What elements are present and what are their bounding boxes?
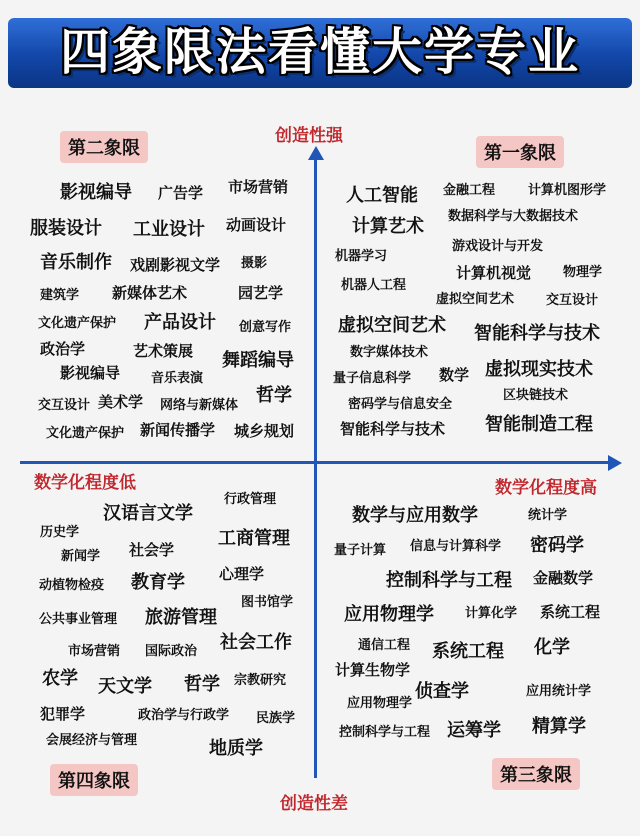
major-item: 虚拟空间艺术: [338, 315, 446, 336]
major-item: 金融工程: [443, 183, 496, 198]
major-item: 服装设计: [30, 218, 102, 239]
major-item: 天文学: [98, 676, 152, 697]
major-item: 密码学: [530, 535, 584, 556]
major-item: 智能科学与技术: [340, 420, 446, 438]
major-item: 控制科学与工程: [339, 725, 431, 740]
major-item: 人工智能: [346, 185, 418, 206]
major-item: 应用物理学: [344, 604, 434, 625]
axis-label-bottom: 创造性差: [280, 794, 348, 814]
major-item: 影视编导: [60, 364, 121, 382]
major-item: 产品设计: [144, 312, 216, 333]
major-item: 区块链技术: [503, 388, 569, 403]
major-item: 工商管理: [218, 528, 290, 549]
major-item: 公共事业管理: [39, 612, 118, 627]
major-item: 民族学: [256, 711, 296, 726]
quadrant-label-q1: 第一象限: [476, 136, 564, 168]
major-item: 新闻传播学: [140, 421, 216, 439]
major-item: 量子信息科学: [333, 371, 412, 386]
major-item: 虚拟空间艺术: [436, 292, 515, 307]
major-item: 建筑学: [40, 288, 80, 303]
major-item: 动画设计: [226, 216, 287, 234]
major-item: 物理学: [563, 265, 603, 280]
quadrant-label-q2: 第二象限: [60, 131, 148, 163]
major-item: 密码学与信息安全: [348, 397, 453, 412]
major-item: 行政管理: [224, 492, 277, 507]
major-item: 会展经济与管理: [46, 733, 138, 748]
arrow-right-icon: [608, 455, 622, 471]
title-banner: [8, 18, 632, 88]
major-item: 哲学: [256, 385, 292, 406]
major-item: 数字媒体技术: [350, 345, 429, 360]
major-item: 犯罪学: [40, 705, 86, 723]
major-item: 图书馆学: [241, 595, 294, 610]
major-item: 历史学: [40, 525, 80, 540]
major-item: 智能制造工程: [485, 414, 593, 435]
major-item: 音乐表演: [151, 371, 204, 386]
major-item: 市场营销: [68, 644, 121, 659]
axis-label-left: 数学化程度低: [34, 473, 136, 493]
major-item: 摄影: [241, 256, 268, 271]
major-item: 机器学习: [335, 249, 388, 264]
horizontal-axis: [20, 461, 610, 464]
major-item: 化学: [534, 637, 570, 658]
major-item: 动植物检疫: [39, 578, 105, 593]
axis-label-right: 数学化程度高: [495, 478, 597, 498]
arrow-up-icon: [308, 146, 324, 160]
major-item: 文化遗产保护: [38, 316, 117, 331]
major-item: 控制科学与工程: [386, 570, 512, 591]
major-item: 游戏设计与开发: [452, 239, 544, 254]
major-item: 通信工程: [358, 638, 411, 653]
major-item: 政治学与行政学: [138, 708, 230, 723]
major-item: 社会工作: [220, 632, 292, 653]
major-item: 新闻学: [61, 549, 101, 564]
major-item: 计算生物学: [335, 661, 411, 679]
major-item: 宗教研究: [234, 673, 287, 688]
major-item: 工业设计: [133, 219, 205, 240]
vertical-axis: [314, 158, 317, 778]
major-item: 机器人工程: [341, 278, 407, 293]
major-item: 信息与计算科学: [410, 539, 502, 554]
major-item: 政治学: [40, 340, 86, 358]
major-item: 新媒体艺术: [112, 284, 188, 302]
major-item: 国际政治: [145, 644, 198, 659]
major-item: 网络与新媒体: [160, 398, 239, 413]
major-item: 旅游管理: [145, 607, 217, 628]
major-item: 计算化学: [465, 606, 518, 621]
axis-label-top: 创造性强: [275, 126, 343, 146]
major-item: 应用物理学: [347, 696, 413, 711]
major-item: 舞蹈编导: [222, 350, 294, 371]
major-item: 精算学: [532, 716, 586, 737]
major-item: 戏剧影视文学: [130, 256, 221, 274]
major-item: 计算机视觉: [456, 264, 532, 282]
major-item: 美术学: [98, 393, 144, 411]
major-item: 运筹学: [447, 720, 501, 741]
major-item: 侦查学: [415, 681, 469, 702]
major-item: 交互设计: [38, 398, 91, 413]
quadrant-label-q3: 第三象限: [492, 758, 580, 790]
major-item: 系统工程: [540, 603, 601, 621]
major-item: 虚拟现实技术: [485, 359, 593, 380]
page-title: 四象限法看懂大学专业: [60, 23, 580, 81]
major-item: 影视编导: [60, 182, 132, 203]
major-item: 量子计算: [334, 543, 387, 558]
major-item: 数学与应用数学: [352, 505, 478, 526]
major-item: 市场营销: [228, 178, 289, 196]
major-item: 智能科学与技术: [474, 323, 600, 344]
major-item: 文化遗产保护: [46, 426, 125, 441]
major-item: 哲学: [184, 674, 220, 695]
major-item: 数据科学与大数据技术: [448, 209, 579, 224]
major-item: 城乡规划: [234, 422, 295, 440]
major-item: 计算艺术: [352, 216, 424, 237]
major-item: 教育学: [131, 572, 185, 593]
major-item: 金融数学: [533, 569, 594, 587]
major-item: 农学: [42, 668, 78, 689]
major-item: 统计学: [528, 508, 568, 523]
major-item: 交互设计: [546, 293, 599, 308]
major-item: 广告学: [158, 184, 204, 202]
major-item: 心理学: [219, 565, 265, 583]
major-item: 音乐制作: [40, 252, 112, 273]
major-item: 系统工程: [432, 641, 504, 662]
major-item: 艺术策展: [133, 342, 194, 360]
major-item: 地质学: [209, 738, 263, 759]
major-item: 社会学: [129, 541, 175, 559]
major-item: 应用统计学: [526, 684, 592, 699]
major-item: 数学: [439, 366, 470, 384]
major-item: 汉语言文学: [103, 503, 193, 524]
quadrant-label-q4: 第四象限: [50, 764, 138, 796]
major-item: 创意写作: [239, 320, 292, 335]
major-item: 计算机图形学: [528, 183, 607, 198]
major-item: 园艺学: [238, 284, 284, 302]
